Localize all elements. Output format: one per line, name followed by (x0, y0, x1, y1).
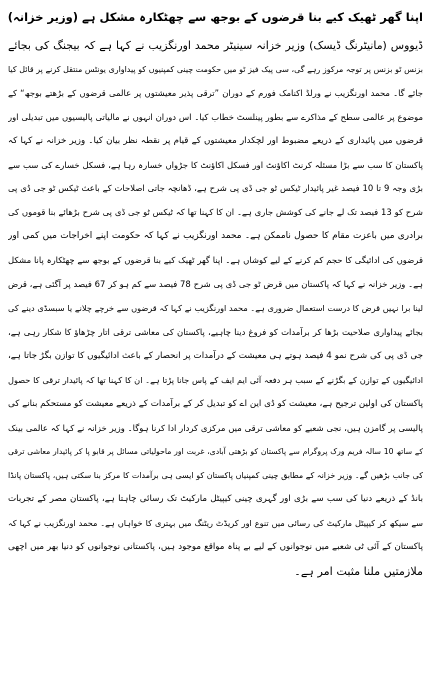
article-line: لینا برا نہیں قرض کا درست استعمال ضروری ہے۔ محمد اورنگزیب نے کہا کہ قرضوں سے خرچے چلانے یا سبسڈی دینے کی (8, 302, 423, 313)
article-line: جی ڈی پی کی شرح نمو 4 فیصد ہوتے ہی معیشت کے درآمدات پر انحصار کے باعث ادائیگیوں کا توازن بگڑ جاتا ہے، (8, 350, 423, 361)
article-line: ملازمتیں ملنا مثبت امر ہے۔ (294, 564, 423, 578)
article-line: بجائے پیداواری صلاحیت بڑھا کر برآمدات کو فروغ دینا چاہیے، پاکستان کی معاشی ترقی اتار چڑھاؤ کا شکار رہی ہے، (8, 326, 423, 337)
article-line: بزنس ٹو بزنس پر توجہ مرکوز رہے گی، سی پیک فیز ٹو میں حکومت چینی کمپنیوں کو پیداواری یونٹس منتقل کرنے پر قائل کیا (8, 64, 423, 74)
article-line: کے ساتھ 10 سالہ فریم ورک پروگرام سے پاکستان کو بڑھتی آبادی، غربت اور ماحولیاتی مسائل پر قابو پا کر پائیدار معاشی ترقی (8, 447, 423, 457)
article-line: برادری میں باعزت مقام کا حصول ناممکن ہے۔ محمد اورنگزیب نے کہا کہ حکومت اپنے اخراجات میں کمی اور (8, 231, 423, 242)
article-line: پالیسی پر گامزن ہیں، نجی شعبے کو معاشی ترقی میں مرکزی کردار ادا کرنا ہوگا۔ وزیر خزانہ نے کہا کہ عالمی بینک (8, 422, 423, 433)
article-line: موضوع پر عالمی سطح کے مذاکرے سے بطور پینلسٹ خطاب کیا۔ اس دوران انہوں نے مالیاتی پالیسیوں میں تبدیلی اور (8, 111, 423, 122)
article-line: پاکستان کے آئی ٹی شعبے میں نوجوانوں کے لیے بے پناہ مواقع موجود ہیں، پاکستانی نوجوانوں کو دنیا بھر میں اچھی (8, 542, 423, 553)
article-line: ادائیگیوں کے توازن کے بگڑنے کے سبب ہر دفعہ آئی ایم ایف کے پاس جانا پڑتا ہے۔ ان کا کہنا تھا کہ پائیدار ترقی کا حصول (8, 374, 423, 385)
article-body (8, 34, 423, 584)
article-line: ہے۔ وزیر خزانہ نے کہا کہ پاکستان میں قرض ٹو جی ڈی پی شرح 78 فیصد سے کم ہو کر 67 فیصد پر آگئی ہے، قرض (8, 279, 423, 290)
article-line: سے سیکھ کر کیپیٹل مارکیٹ کی رسائی میں تنوع اور کریڈٹ ریٹنگ میں بہتری کا خواہاں ہے۔ محمد اورنگزیب نے کہا کہ (8, 518, 423, 529)
article-line: پاکستان کی اولین ترجیح ہے، معیشت کو ڈی این اے کو تبدیل کر کے برآمدات کے ذریعے معیشت کو مستحکم بنانے کی (8, 398, 423, 409)
article-line: قرضوں کی ادائیگی کا حجم کم کرنے کے لیے کوشاں ہے۔ اپنا گھر ٹھیک کیے بنا قرضوں کے بوجھ سے چھٹکارہ پانا مشکل (8, 255, 423, 266)
article-line: بڑی وجہ 9 تا 10 فیصد غیر پائیدار ٹیکس ٹو جی ڈی پی شرح ہے، ڈھانچہ جاتی اصلاحات کے باعث ٹیکس ٹو جی ڈی پی (8, 183, 423, 194)
article-line: ڈیووس (مانیٹرنگ ڈیسک) وزیر خزانہ سینیٹر محمد اورنگزیب نے کہا ہے کہ بیجنگ کی بجائے (8, 39, 423, 52)
article-line: پاکستان کا سب سے بڑا مسئلہ کرنٹ اکاؤنٹ اور فسکل اکاؤنٹ کا جڑواں خسارہ رہا ہے، فسکل خسارے کی سب سے (8, 159, 423, 170)
article-line: جائے گا۔ محمد اورنگزیب نے ورلڈ اکنامک فورم کے دوران ”ترقی پذیر معیشتوں پر عالمی قرضوں کے بڑھتے بوجھ“ کے (8, 87, 423, 98)
article-line: کی جانب بڑھیں گے۔ وزیر خزانہ کے مطابق چینی کمپنیاں پاکستان کو ایسی ہی برآمدات کا مرکز بنا سکتی ہیں، پاکستان پانڈا (8, 471, 423, 481)
article-line: قرضوں میں پائیداری کے ذریعے مضبوط اور لچکدار معیشتوں کے قیام پر نقطہ نظر بیان کیا۔ وزیر خزانہ نے کہا کہ (8, 135, 423, 146)
article-headline: اپنا گھر ٹھیک کیے بنا قرضوں کے بوجھ سے چھٹکارہ مشکل ہے (وزیر خزانہ) (8, 10, 423, 24)
article-line: شرح کو 13 فیصد تک لے جانے کی کوشش جاری ہے۔ ان کا کہنا تھا کہ ٹیکس ٹو جی ڈی پی شرح بڑھائے بنا قوموں کی (8, 207, 423, 218)
article-line: بانڈ کے ذریعے دنیا کی سب سے بڑی اور گہری چینی کیپیٹل مارکیٹ تک رسائی چاہتا ہے، پاکستان مصر کے تجربات (8, 494, 423, 505)
